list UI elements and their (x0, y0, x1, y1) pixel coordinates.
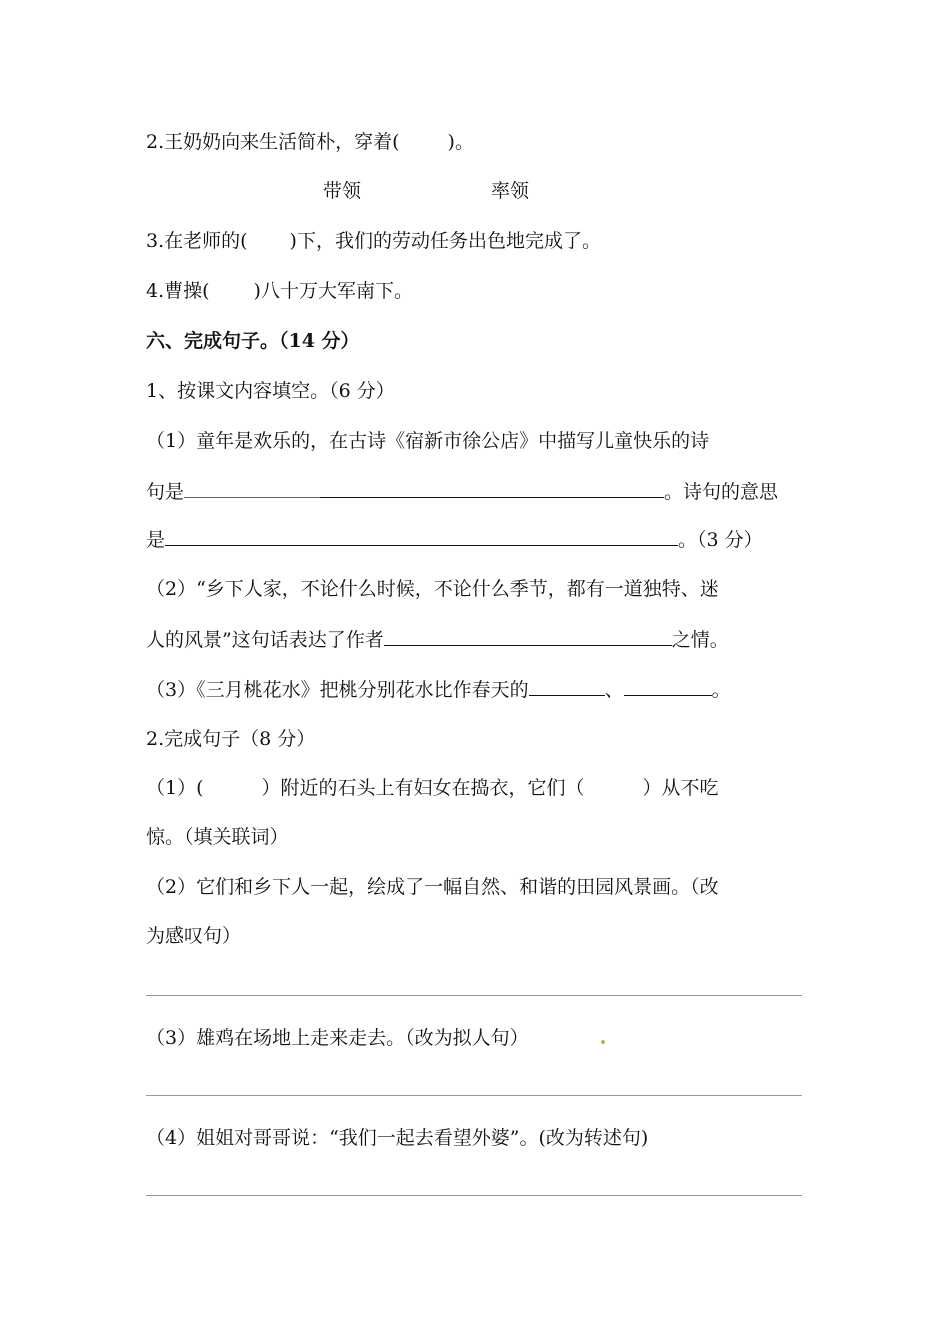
part1-s2-line2 (146, 627, 729, 652)
item-text: （1）( (146, 777, 204, 799)
part2-s2-line2: 为感叹句） (146, 925, 242, 947)
item-text: 3.在老师的( (146, 230, 248, 252)
item-text: 、 (604, 679, 624, 701)
part1-s3 (146, 677, 731, 702)
item-text: 句是 (146, 481, 185, 503)
answer-blank[interactable] (320, 479, 664, 498)
item-text: 人的风景”这句话表达了作者 (146, 629, 384, 651)
part2-s1-line2: 惊。（填关联词） (146, 826, 289, 848)
part2-title: 2.完成句子（8 分） (146, 728, 316, 750)
item-text: 4.曹操( (146, 280, 210, 302)
option-2: 率领 (491, 180, 530, 202)
part1-s1-line3 (146, 527, 763, 552)
answer-line[interactable] (146, 1095, 802, 1096)
part2-s1-line1 (146, 776, 719, 800)
part1-title: 1、按课文内容填空。（6 分） (146, 380, 395, 402)
answer-blank[interactable] (384, 627, 672, 646)
part2-s4: （4）姐姐对哥哥说：“我们一起去看望外婆”。(改为转述句) (146, 1127, 649, 1149)
part2-s3: （3）雄鸡在场地上走来走去。（改为拟人句） (146, 1027, 529, 1049)
q5-item-3 (146, 229, 601, 253)
item-text: ）附近的石头上有妇女在捣衣，它们（ (261, 777, 585, 799)
stray-mark (601, 1040, 605, 1044)
item-text: 。（3 分） (678, 529, 763, 551)
answer-line[interactable] (146, 1195, 802, 1196)
item-text: 。 (711, 679, 731, 701)
item-text: 之情。 (671, 629, 729, 651)
part2-s2-line1: （2）它们和乡下人一起，绘成了一幅自然、和谐的田园风景画。（改 (146, 876, 719, 898)
q5-item-2 (146, 130, 474, 154)
item-text: )。 (447, 131, 474, 153)
item-text: 。诗句的意思 (664, 481, 779, 503)
item-text: 是 (146, 529, 166, 551)
part1-s1-line1: （1）童年是欢乐的，在古诗《宿新市徐公店》中描写儿童快乐的诗 (146, 430, 710, 452)
answer-line[interactable] (146, 995, 802, 996)
item-text: )八十万大军南下。 (253, 280, 413, 302)
item-text: （3）《三月桃花水》把桃分别花水比作春天的 (146, 679, 529, 701)
section-title: 六、完成句子。（14 分） (146, 330, 360, 352)
item-text: ）从不吃 (642, 777, 719, 799)
item-text: )下，我们的劳动任务出色地完成了。 (289, 230, 601, 252)
q5-item-4 (146, 279, 413, 303)
answer-blank[interactable] (529, 677, 605, 696)
option-1: 带领 (323, 180, 362, 202)
answer-blank[interactable] (624, 677, 712, 696)
answer-blank[interactable] (184, 479, 320, 498)
item-text: 2.王奶奶向来生活简朴，穿着( (146, 131, 400, 153)
part1-s1-line2 (146, 479, 778, 504)
part1-s2-line1: （2）“乡下人家，不论什么时候，不论什么季节，都有一道独特、迷 (146, 578, 719, 600)
answer-blank[interactable] (165, 527, 678, 546)
